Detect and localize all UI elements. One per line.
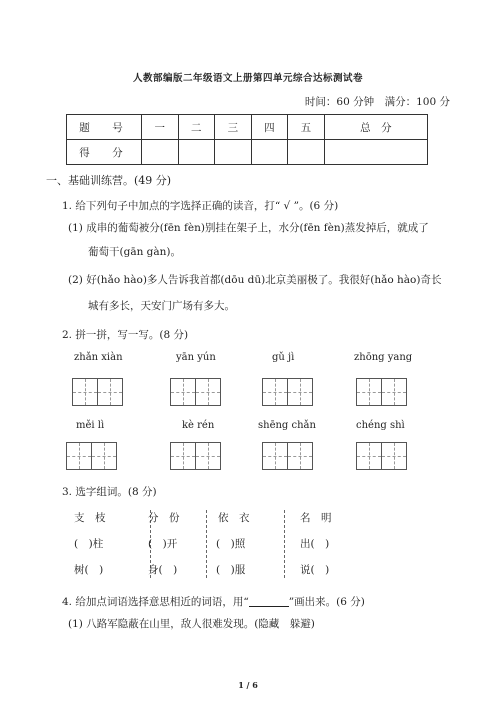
score-table-cell: 四 <box>251 115 288 140</box>
score-table-cell: 总 分 <box>324 115 427 140</box>
writing-cell[interactable] <box>170 442 196 470</box>
group-divider <box>206 510 207 578</box>
writing-cell[interactable] <box>72 378 98 406</box>
score-table-cell: 题 号 <box>67 115 142 140</box>
writing-cell[interactable] <box>262 442 288 470</box>
score-row-label: 得 分 <box>67 140 142 165</box>
pinyin-label: zhǎn xiàn <box>74 352 123 363</box>
word-group-item[interactable]: ( )照 <box>216 538 246 550</box>
pinyin-label: zhōng yang <box>354 352 413 363</box>
q4-title-end: ”画出来。(6 分) <box>288 596 365 608</box>
score-table <box>66 114 428 165</box>
writing-grid[interactable] <box>170 378 220 406</box>
word-group-item[interactable]: ( )柱 <box>74 538 104 550</box>
q4-title-start: 4. 给加点词语选择意思相近的词语，用“ <box>62 596 249 608</box>
writing-grid[interactable] <box>356 442 406 470</box>
pinyin-label: shēng chǎn <box>258 420 316 431</box>
writing-cell[interactable] <box>195 442 221 470</box>
writing-grid[interactable] <box>356 378 406 406</box>
writing-cell[interactable] <box>262 378 288 406</box>
time-limit: 时间：60 分钟 <box>304 96 375 108</box>
pinyin-label: měi lì <box>76 420 105 431</box>
section1-heading: 一、基础训练营。(49 分) <box>46 174 172 187</box>
word-group-head: 名 明 <box>300 512 332 524</box>
writing-grid[interactable] <box>262 378 312 406</box>
writing-cell[interactable] <box>91 442 117 470</box>
score-input-cell[interactable] <box>215 140 252 165</box>
exam-title: 人教部编版二年级语文上册第四单元综合达标测试卷 <box>132 73 363 84</box>
writing-grid[interactable] <box>72 378 122 406</box>
page-number: 1 / 6 <box>238 680 258 690</box>
pinyin-label: kè rén <box>182 420 215 431</box>
word-group-item[interactable]: 说( ) <box>300 564 330 576</box>
q1-title: 1. 给下列句子中加点的字选择正确的读音，打“ √ ”。(6 分) <box>62 200 339 212</box>
word-group-head: 依 衣 <box>218 512 250 524</box>
score-table-header-row <box>67 115 428 140</box>
writing-cell[interactable] <box>356 378 382 406</box>
word-group-item[interactable]: 树( ) <box>74 564 104 576</box>
writing-cell[interactable] <box>170 378 196 406</box>
q4-title <box>62 594 365 609</box>
score-table-cell: 五 <box>288 115 325 140</box>
q3-title: 3. 选字组词。(8 分) <box>62 486 157 498</box>
word-group-item[interactable]: ( )开 <box>148 538 178 550</box>
writing-grid[interactable] <box>170 442 220 470</box>
writing-cell[interactable] <box>356 442 382 470</box>
q1-sentence1-line1: (1) 成串的葡萄被分(fēn fèn)别挂在架子上，水分(fēn fèn)蒸发掉后，就成了 <box>68 222 429 234</box>
full-score: 满分：100 分 <box>384 96 450 108</box>
pinyin-label: gǔ jì <box>272 352 295 363</box>
score-input-cell[interactable] <box>251 140 288 165</box>
q1-sentence2-line1: (2) 好(hǎo hào)多人告诉我首都(dōu dū)北京美丽极了。我很好(hǎo hào)奇长 <box>68 274 442 286</box>
word-group-head: 分 份 <box>148 512 180 524</box>
word-group-item[interactable]: 出( ) <box>300 538 330 550</box>
word-group-item[interactable]: ( )服 <box>216 564 246 576</box>
score-table-cell: 二 <box>178 115 215 140</box>
q1-sentence1-line2: 葡萄干(gān gàn)。 <box>88 246 182 258</box>
writing-grid[interactable] <box>66 442 116 470</box>
score-table-cell: 三 <box>215 115 252 140</box>
writing-cell[interactable] <box>287 378 313 406</box>
underline-sample <box>249 598 289 607</box>
group-divider <box>284 510 285 578</box>
writing-cell[interactable] <box>195 378 221 406</box>
q4-sentence1: (1) 八路军隐蔽在山里，敌人很难发现。(隐藏 躲避) <box>68 618 315 630</box>
score-input-cell[interactable] <box>288 140 325 165</box>
writing-grid[interactable] <box>262 442 312 470</box>
writing-cell[interactable] <box>97 378 123 406</box>
pinyin-label: yān yún <box>176 352 216 363</box>
writing-cell[interactable] <box>381 442 407 470</box>
writing-cell[interactable] <box>66 442 92 470</box>
score-input-cell[interactable] <box>142 140 179 165</box>
q2-title: 2. 拼一拼，写一写。(8 分) <box>62 329 189 341</box>
word-group-item[interactable]: 身( ) <box>148 564 178 576</box>
writing-cell[interactable] <box>287 442 313 470</box>
score-table-cell: 一 <box>142 115 179 140</box>
pinyin-label: chéng shì <box>356 420 405 431</box>
word-group-head: 支 枝 <box>74 512 106 524</box>
writing-cell[interactable] <box>381 378 407 406</box>
score-table-score-row <box>67 140 428 165</box>
exam-meta <box>305 94 450 109</box>
score-input-cell[interactable] <box>178 140 215 165</box>
q1-sentence2-line2: 城有多长，天安门广场有多大。 <box>88 300 235 312</box>
score-input-cell[interactable] <box>324 140 427 165</box>
